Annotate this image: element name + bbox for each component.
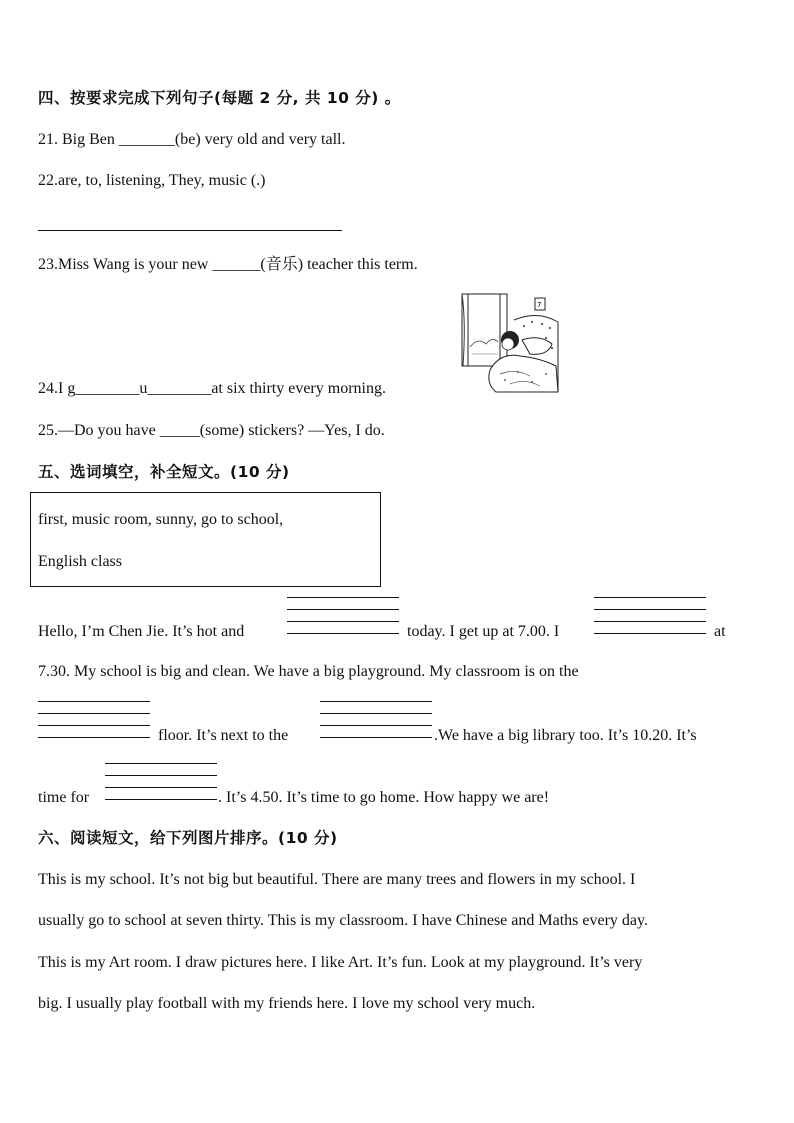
section-5-heading: 五、选词填空，补全短文。(10 分) [38, 463, 290, 481]
svg-text:7: 7 [537, 301, 542, 309]
section-4-heading: 四、按要求完成下列句子(每题 2 分, 共 10 分) 。 [38, 89, 401, 107]
passage-line-1b: today. I get up at 7.00. I [407, 623, 560, 640]
blank-1-line [287, 633, 399, 634]
blank-2-line [594, 597, 706, 598]
reading-line-1: This is my school. It’s not big but beautiful. There are many trees and flowers in my school. I [38, 871, 636, 888]
blank-2-line [594, 621, 706, 622]
girl-waking-up-in-bed-illustration [460, 292, 560, 394]
passage-line-2: 7.30. My school is big and clean. We have a big playground. My classroom is on the [38, 663, 579, 680]
question-25: 25.—Do you have _____(some) stickers? —Yes, I do. [38, 422, 385, 439]
blank-1-line [287, 621, 399, 622]
passage-line-3b: .We have a big library too. It’s 10.20. It’s [434, 727, 697, 744]
passage-line-1a: Hello, I’m Chen Jie. It’s hot and [38, 623, 245, 640]
passage-line-4a: time for [38, 789, 90, 806]
question-24: 24.I g________u________at six thirty every morning. [38, 380, 386, 397]
blank-1-line [287, 609, 399, 610]
blank-4-line [320, 737, 432, 738]
question-22: 22.are, to, listening, They, music (.) [38, 172, 266, 189]
blank-4-line [320, 701, 432, 702]
blank-3-line [38, 713, 150, 714]
section-6-heading: 六、阅读短文，给下列图片排序。(10 分) [38, 829, 338, 847]
blank-5-line [105, 787, 217, 788]
blank-5-line [105, 799, 217, 800]
blank-4-line [320, 713, 432, 714]
blank-5-line [105, 763, 217, 764]
answer-line-22 [38, 230, 342, 231]
reading-line-2: usually go to school at seven thirty. This is my classroom. I have Chinese and Maths every day. [38, 912, 648, 929]
question-23: 23.Miss Wang is your new ______(音乐) teacher this term. [38, 256, 418, 273]
blank-2-line [594, 633, 706, 634]
word-bank-line-2: English class [38, 553, 122, 570]
blank-2-line [594, 609, 706, 610]
passage-line-4b: . It’s 4.50. It’s time to go home. How happy we are! [218, 789, 550, 806]
blank-1-line [287, 597, 399, 598]
reading-line-3: This is my Art room. I draw pictures here. I like Art. It’s fun. Look at my playground. It’s very [38, 954, 643, 971]
blank-5-line [105, 775, 217, 776]
passage-line-1c: at [714, 623, 726, 640]
word-bank-box [30, 492, 381, 587]
blank-4-line [320, 725, 432, 726]
passage-line-3a: floor. It’s next to the [158, 727, 289, 744]
blank-3-line [38, 737, 150, 738]
word-bank-line-1: first, music room, sunny, go to school, [38, 511, 284, 528]
blank-3-line [38, 701, 150, 702]
blank-3-line [38, 725, 150, 726]
reading-line-4: big. I usually play football with my friends here. I love my school very much. [38, 995, 536, 1012]
question-21: 21. Big Ben _______(be) very old and very tall. [38, 131, 346, 148]
